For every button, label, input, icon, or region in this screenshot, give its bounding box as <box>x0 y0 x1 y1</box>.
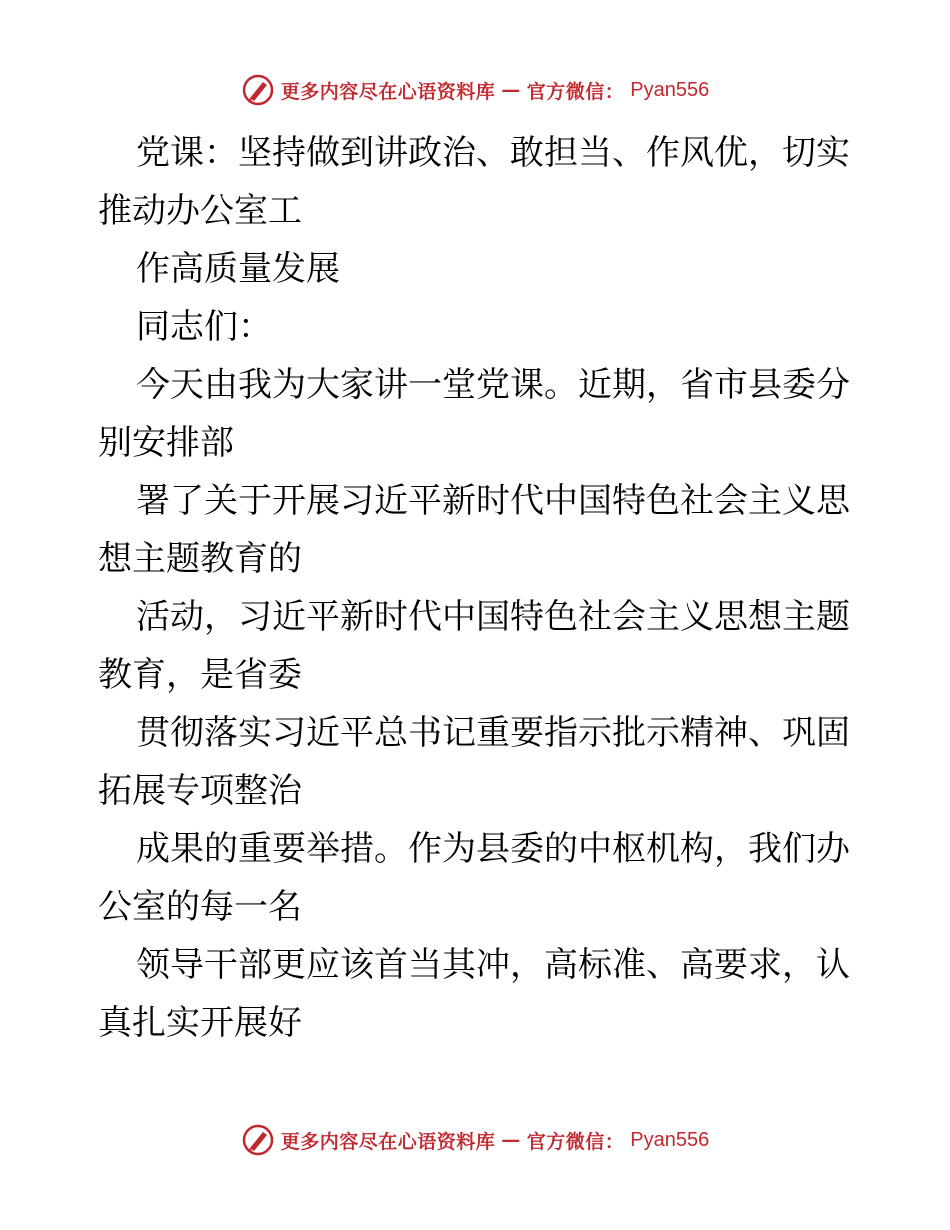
paragraph: 领导干部更应该首当其冲，高标准、高要求，认真扎实开展好 <box>98 945 850 1043</box>
paragraph: 贯彻落实习近平总书记重要指示批示精神、巩固拓展专项整治 <box>98 713 850 811</box>
watermark-text: 更多内容尽在心语资料库 <box>280 80 496 103</box>
watermark-account: Pyan556 <box>630 78 710 101</box>
watermark-dash: — <box>501 1129 521 1151</box>
paragraph: 署了关于开展习近平新时代中国特色社会主义思想主题教育的 <box>98 481 850 579</box>
footer-watermark <box>0 1120 950 1160</box>
paragraph-title-cont: 作高质量发展 <box>136 249 340 289</box>
paragraph: 成果的重要举措。作为县委的中枢机构，我们办公室的每一名 <box>98 829 850 927</box>
header-watermark <box>0 70 950 110</box>
paragraph-salutation: 同志们： <box>136 307 272 347</box>
watermark-label: 官方微信： <box>526 80 625 103</box>
pen-logo-icon <box>241 73 275 107</box>
document-body <box>98 124 858 1052</box>
pen-logo-icon <box>241 1123 275 1157</box>
paragraph: 活动，习近平新时代中国特色社会主义思想主题教育，是省委 <box>98 597 850 695</box>
watermark-dash: — <box>501 79 521 101</box>
watermark-label: 官方微信： <box>526 1130 625 1153</box>
paragraph-title: 党课：坚持做到讲政治、敢担当、作风优，切实推动办公室工 <box>98 133 850 231</box>
paragraph: 今天由我为大家讲一堂党课。近期，省市县委分别安排部 <box>98 365 850 463</box>
watermark-text: 更多内容尽在心语资料库 <box>280 1130 496 1153</box>
watermark-account: Pyan556 <box>630 1128 710 1151</box>
